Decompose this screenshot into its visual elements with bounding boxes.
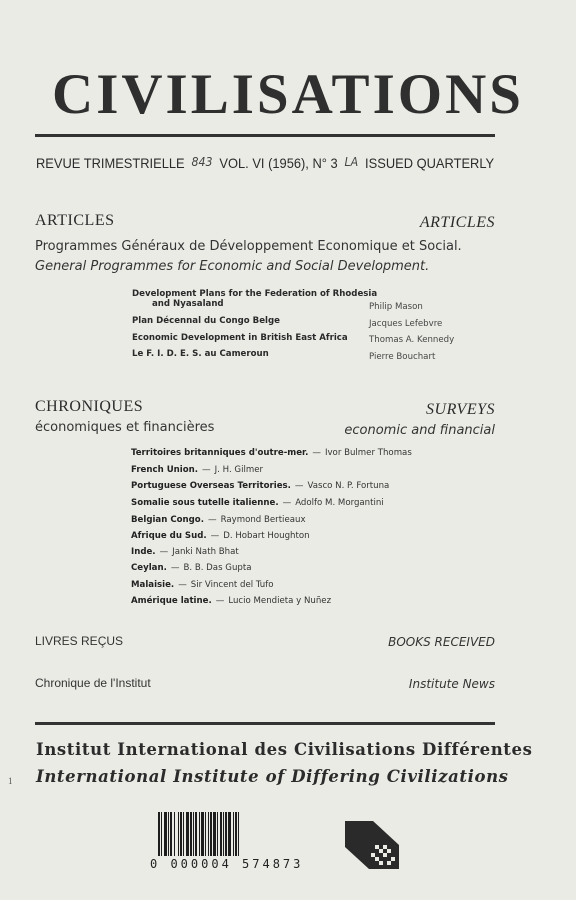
dash: — [207,515,217,525]
institute-news-fr: Chronique de l'Institut [35,676,151,690]
chroniques-heading-en: SURVEYS [426,401,495,418]
article-author: Pierre Bouchart [369,352,436,362]
institute-news-en: Institute News [408,677,495,691]
dash: — [294,481,304,491]
dash: — [178,580,187,590]
articles-lead-en: General Programmes for Economic and Social Development. [35,259,430,274]
dash: — [159,547,169,557]
issue-volume: VOL. VI (1956), N° 3 [219,155,338,171]
survey-author: Raymond Bertieaux [220,515,306,525]
survey-region: Portuguese Overseas Territories. [131,481,291,491]
survey-region: Belgian Congo. [131,515,204,525]
article-title: Development Plans for the Federation of Rhodesia [132,289,378,299]
survey-author: Ivor Bulmer Thomas [324,448,412,458]
survey-entry [131,465,263,475]
article-author: Thomas A. Kennedy [369,335,455,345]
footer-rule [35,722,495,725]
survey-entry [131,580,274,590]
survey-author: Sir Vincent del Tufo [190,580,274,590]
survey-region: Ceylan. [131,563,167,573]
dash: — [170,563,180,573]
article-title: Economic Development in British East Africa [132,333,348,343]
library-stamp-icon [345,815,399,869]
article-title: Le F. I. D. E. S. au Cameroun [132,349,269,359]
institute-name-fr: Institut International des Civilisations Différentes [36,740,533,759]
article-author: Jacques Lefebvre [369,319,443,329]
chroniques-heading-fr: CHRONIQUES [35,398,144,415]
survey-entry [131,498,384,508]
issue-frequency-fr: REVUE TRIMESTRIELLE [36,155,185,171]
barcode [158,812,336,856]
institute-name-en: International Institute of Differing Civilizations [36,767,509,786]
title-rule [35,134,495,137]
dash: — [210,531,220,541]
survey-region: Amérique latine. [131,596,212,606]
survey-region: Malaisie. [131,580,175,590]
handwritten-note: 843 [191,155,213,169]
survey-author: Lucio Mendieta y Nuñez [228,596,332,606]
dash: — [202,465,211,475]
survey-entry [131,531,310,541]
chroniques-sub-en: economic and financial [344,423,495,438]
survey-region: Inde. [131,547,156,557]
issue-frequency-en: ISSUED QUARTERLY [365,155,495,171]
survey-author: Vasco N. P. Fortuna [307,481,390,491]
barcode-bar [239,812,241,856]
survey-region: Somalie sous tutelle italienne. [131,498,279,508]
article-title: Plan Décennal du Congo Belge [132,316,280,326]
dash: — [215,596,225,606]
articles-heading-en: ARTICLES [419,214,495,231]
survey-author: Adolfo M. Morgantini [295,498,384,508]
survey-author: D. Hobart Houghton [223,531,310,541]
handwritten-initials: LA [344,155,359,169]
articles-heading-fr: ARTICLES [35,212,115,229]
survey-region: French Union. [131,465,199,475]
articles-lead-fr: Programmes Généraux de Développement Economique et Social. [35,239,462,254]
survey-entry [131,563,251,573]
margin-mark: 1 [8,776,13,786]
survey-region: Territoires britanniques d'outre-mer. [131,448,309,458]
issue-line [36,155,494,171]
survey-author: B. B. Das Gupta [183,563,252,573]
books-received-fr: LIVRES REÇUS [35,634,124,648]
survey-entry [131,515,306,525]
dash: — [312,448,321,458]
journal-title: CIVILISATIONS [52,63,524,126]
dash: — [282,498,292,508]
survey-region: Afrique du Sud. [131,531,207,541]
survey-entry [131,481,389,491]
survey-author: J. H. Gilmer [214,465,264,475]
survey-author: Janki Nath Bhat [172,547,239,557]
survey-entry [131,596,331,606]
barcode-digits: 0 000004 574873 [150,857,304,871]
books-received-en: BOOKS RECEIVED [388,635,495,649]
article-author: Philip Mason [369,302,423,312]
survey-entry [131,448,412,458]
survey-entry [131,547,239,557]
chroniques-sub-fr: économiques et financières [35,420,215,435]
article-title-continued: and Nyasaland [152,299,224,309]
